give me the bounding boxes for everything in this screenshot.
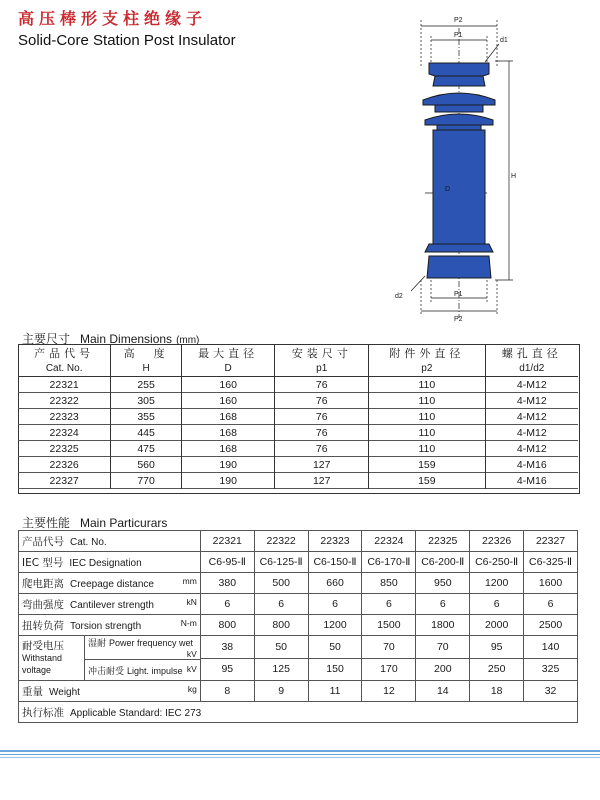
withstand-sub-label bbox=[85, 660, 200, 681]
table-cell: 770 bbox=[111, 473, 182, 489]
table-cell: 22326 bbox=[470, 531, 524, 552]
particulars-row-creepage bbox=[19, 573, 578, 594]
table-cell: 6 bbox=[362, 594, 416, 615]
table-cell: 70 bbox=[362, 636, 416, 659]
table-cell: 76 bbox=[275, 441, 369, 457]
table-cell: 800 bbox=[254, 615, 308, 636]
col-maxdia-en: D bbox=[181, 361, 275, 377]
table-cell: 4-M12 bbox=[485, 393, 578, 409]
table-cell: 950 bbox=[416, 573, 470, 594]
row-label bbox=[19, 615, 201, 636]
sub-label-cn: 冲击耐受 bbox=[88, 665, 125, 676]
particulars-table-body bbox=[19, 531, 578, 723]
table-cell: 18 bbox=[470, 681, 524, 702]
title-chinese: 高压棒形支柱绝缘子 bbox=[18, 9, 208, 28]
table-cell: 76 bbox=[275, 425, 369, 441]
table-cell: 70 bbox=[416, 636, 470, 659]
table-cell: 800 bbox=[200, 615, 254, 636]
row-label-en: Creepage distance bbox=[70, 578, 154, 590]
table-cell: 4-M16 bbox=[485, 473, 578, 489]
table-cell: 22325 bbox=[49, 442, 79, 455]
table-cell: 6 bbox=[308, 594, 362, 615]
table-cell: 325 bbox=[524, 658, 578, 681]
table-cell: 110 bbox=[369, 425, 486, 441]
table-cell: 170 bbox=[362, 658, 416, 681]
table-cell: 1200 bbox=[308, 615, 362, 636]
table-cell: 32 bbox=[524, 681, 578, 702]
table-cell: 4-M16 bbox=[485, 457, 578, 473]
table-cell: 6 bbox=[200, 594, 254, 615]
label-p2-top: P2 bbox=[454, 17, 463, 24]
table-cell: 190 bbox=[181, 473, 275, 489]
table-cell: 22325 bbox=[416, 531, 470, 552]
table-cell: 22323 bbox=[308, 531, 362, 552]
table-cell: 22327 bbox=[524, 531, 578, 552]
table-cell: 95 bbox=[470, 636, 524, 659]
table-cell: 22322 bbox=[254, 531, 308, 552]
standard-text-en: Applicable Standard: IEC 273 bbox=[70, 707, 202, 719]
table-cell: 2000 bbox=[470, 615, 524, 636]
standard-cell bbox=[19, 702, 578, 723]
table-cell: 14 bbox=[416, 681, 470, 702]
row-unit: N-m bbox=[180, 617, 197, 628]
row-label-en: Weight bbox=[49, 686, 80, 698]
table-cell: 22324 bbox=[49, 426, 79, 439]
footer-rule bbox=[0, 750, 600, 752]
table-cell: 22327 bbox=[49, 474, 79, 487]
withstand-inner-row bbox=[19, 636, 200, 660]
row-label-en: Torsion strength bbox=[70, 620, 142, 632]
row-unit: kg bbox=[187, 683, 197, 694]
table-cell: C6-125-Ⅱ bbox=[254, 552, 308, 573]
row-unit: kN bbox=[186, 596, 197, 607]
table-row bbox=[18, 473, 578, 489]
table-cell: 168 bbox=[181, 441, 275, 457]
label-p1-bottom: P1 bbox=[454, 291, 463, 298]
table-cell: 110 bbox=[369, 393, 486, 409]
col-cat-cn: 产品代号 bbox=[34, 347, 95, 360]
table-cell: 6 bbox=[470, 594, 524, 615]
col-height-en: H bbox=[111, 361, 182, 377]
particulars-table bbox=[18, 530, 578, 723]
table-row bbox=[18, 409, 578, 425]
table-cell: 168 bbox=[181, 425, 275, 441]
table-cell: C6-200-Ⅱ bbox=[416, 552, 470, 573]
particulars-row-withstand-power bbox=[19, 636, 578, 659]
table-cell: 445 bbox=[111, 425, 182, 441]
table-cell: 4-M12 bbox=[485, 409, 578, 425]
withstand-label-cn: 耐受电压 bbox=[22, 640, 64, 652]
table-cell: 76 bbox=[275, 377, 369, 393]
table-row bbox=[18, 457, 578, 473]
title-english: Solid-Core Station Post Insulator bbox=[18, 32, 236, 49]
row-label bbox=[19, 573, 201, 594]
row-label bbox=[19, 531, 201, 552]
label-H: H bbox=[511, 173, 517, 180]
table-cell: 475 bbox=[111, 441, 182, 457]
table-cell: 1600 bbox=[524, 573, 578, 594]
table-cell: 4-M12 bbox=[485, 441, 578, 457]
dimensions-unit: (mm) bbox=[176, 335, 200, 346]
table-cell: 160 bbox=[181, 393, 275, 409]
table-cell: 660 bbox=[308, 573, 362, 594]
row-unit: mm bbox=[182, 575, 197, 586]
table-cell: C6-325-Ⅱ bbox=[524, 552, 578, 573]
table-cell: 6 bbox=[524, 594, 578, 615]
table-cell: 160 bbox=[181, 377, 275, 393]
table-row bbox=[18, 441, 578, 457]
row-label-en: Cat. No. bbox=[70, 536, 107, 548]
particulars-row-header bbox=[19, 531, 578, 552]
label-d1: d1 bbox=[500, 37, 508, 44]
particulars-row-weight bbox=[19, 681, 578, 702]
table-cell: 1800 bbox=[416, 615, 470, 636]
row-label-en: Cantilever strength bbox=[70, 599, 154, 611]
table-cell: 168 bbox=[181, 409, 275, 425]
table-cell: 110 bbox=[369, 409, 486, 425]
table-cell: 22321 bbox=[49, 378, 79, 391]
row-label bbox=[19, 681, 201, 702]
table-cell: 11 bbox=[308, 681, 362, 702]
table-cell: 250 bbox=[470, 658, 524, 681]
col-mount-en: p1 bbox=[275, 361, 369, 377]
dimensions-title-cn: 主要尺寸 bbox=[22, 332, 71, 346]
table-cell: 1500 bbox=[362, 615, 416, 636]
table-cell: 159 bbox=[369, 473, 486, 489]
footer-rule-3 bbox=[0, 757, 600, 758]
sub-unit: kV bbox=[186, 649, 197, 659]
col-height-cn: 高 度 bbox=[111, 345, 182, 361]
sub-label-cn: 湿耐 bbox=[88, 638, 107, 648]
table-cell: C6-250-Ⅱ bbox=[470, 552, 524, 573]
col-cat-en: Cat. No. bbox=[45, 363, 83, 374]
label-p2-bottom: P2 bbox=[454, 316, 463, 323]
row-label-cn: 爬电距离 bbox=[22, 577, 64, 590]
table-row bbox=[18, 425, 578, 441]
sub-label-en: Light. impulse bbox=[127, 665, 183, 676]
table-cell: 127 bbox=[275, 473, 369, 489]
table-cell: 76 bbox=[275, 409, 369, 425]
row-label-en: IEC Designation bbox=[69, 557, 142, 569]
col-hole-en: d1/d2 bbox=[485, 361, 578, 377]
table-row bbox=[18, 393, 578, 409]
table-cell: 150 bbox=[308, 658, 362, 681]
table-cell: 140 bbox=[524, 636, 578, 659]
table-cell: 22323 bbox=[49, 410, 79, 423]
table-cell: 22326 bbox=[49, 458, 79, 471]
withstand-label-group bbox=[19, 636, 201, 681]
table-cell: 355 bbox=[111, 409, 182, 425]
row-label-cn: 重量 bbox=[22, 685, 43, 698]
table-cell: 22324 bbox=[362, 531, 416, 552]
row-label-cn: IEC 型号 bbox=[22, 556, 64, 569]
table-cell: 22322 bbox=[49, 394, 79, 407]
col-mount-cn: 安装尺寸 bbox=[275, 345, 369, 361]
table-cell: C6-95-Ⅱ bbox=[200, 552, 254, 573]
row-label-cn: 产品代号 bbox=[22, 535, 64, 548]
table-cell: C6-170-Ⅱ bbox=[362, 552, 416, 573]
particulars-row-cantilever bbox=[19, 594, 578, 615]
table-cell: 9 bbox=[254, 681, 308, 702]
table-cell: 50 bbox=[254, 636, 308, 659]
table-cell: 12 bbox=[362, 681, 416, 702]
table-cell: 200 bbox=[416, 658, 470, 681]
table-cell: 255 bbox=[111, 377, 182, 393]
withstand-sub-label bbox=[85, 636, 200, 660]
col-hole-cn: 螺孔直径 bbox=[485, 345, 578, 361]
particulars-row-iec bbox=[19, 552, 578, 573]
table-cell: 1200 bbox=[470, 573, 524, 594]
table-cell: 2500 bbox=[524, 615, 578, 636]
withstand-label-table bbox=[19, 636, 200, 680]
table-cell: 159 bbox=[369, 457, 486, 473]
table-cell: 22321 bbox=[200, 531, 254, 552]
table-cell: 500 bbox=[254, 573, 308, 594]
dimensions-table-body bbox=[18, 377, 578, 489]
row-label-cn: 弯曲强度 bbox=[22, 598, 64, 611]
particulars-title-en: Main Particurars bbox=[80, 516, 168, 530]
table-cell: 6 bbox=[416, 594, 470, 615]
row-label bbox=[19, 594, 201, 615]
table-cell: 95 bbox=[200, 658, 254, 681]
label-D: D bbox=[445, 186, 451, 193]
table-cell: 850 bbox=[362, 573, 416, 594]
row-label-cn: 扭转负荷 bbox=[22, 619, 64, 632]
table-cell: 560 bbox=[111, 457, 182, 473]
particulars-row-torsion bbox=[19, 615, 578, 636]
table-cell: 110 bbox=[369, 377, 486, 393]
table-cell: 380 bbox=[200, 573, 254, 594]
dimensions-title-en: Main Dimensions bbox=[80, 332, 173, 346]
col-fitting-en: p2 bbox=[369, 361, 486, 377]
particulars-title-cn: 主要性能 bbox=[22, 516, 71, 530]
sub-unit: kV bbox=[186, 663, 197, 674]
col-maxdia-cn: 最大直径 bbox=[181, 345, 275, 361]
insulator-drawing bbox=[385, 8, 535, 328]
table-cell: 4-M12 bbox=[485, 425, 578, 441]
row-label bbox=[19, 552, 201, 573]
table-cell: 110 bbox=[369, 441, 486, 457]
dimensions-table bbox=[18, 345, 578, 489]
particulars-row-standard bbox=[19, 702, 578, 723]
sub-label-en: Power frequency wet bbox=[109, 638, 194, 648]
withstand-label bbox=[19, 636, 85, 680]
table-cell: 50 bbox=[308, 636, 362, 659]
label-p1-top: P1 bbox=[454, 32, 463, 39]
table-row bbox=[18, 377, 578, 393]
table-cell: 190 bbox=[181, 457, 275, 473]
standard-label-cn: 执行标准 bbox=[22, 706, 64, 719]
withstand-label-en: Withstand voltage bbox=[22, 653, 63, 675]
footer-rule-2 bbox=[0, 754, 600, 755]
col-fitting-cn: 附件外直径 bbox=[369, 345, 486, 361]
table-cell: C6-150-Ⅱ bbox=[308, 552, 362, 573]
table-cell: 4-M12 bbox=[485, 377, 578, 393]
table-cell: 305 bbox=[111, 393, 182, 409]
table-cell: 127 bbox=[275, 457, 369, 473]
label-d2: d2 bbox=[395, 293, 403, 300]
table-cell: 6 bbox=[254, 594, 308, 615]
particulars-section-title bbox=[22, 514, 167, 531]
table-cell: 125 bbox=[254, 658, 308, 681]
table-cell: 38 bbox=[200, 636, 254, 659]
table-cell: 76 bbox=[275, 393, 369, 409]
table-cell: 8 bbox=[200, 681, 254, 702]
